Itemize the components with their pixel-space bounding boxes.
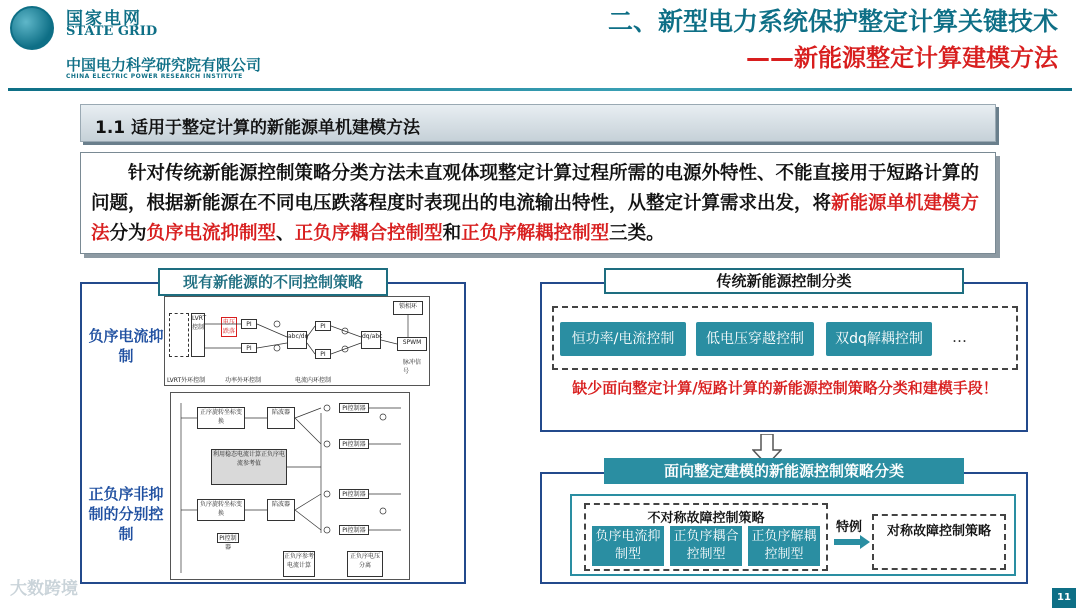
diagram-block: LVRT控制	[191, 313, 205, 357]
more-ellipsis: …	[952, 328, 967, 346]
diagram-block: 陷波器	[267, 499, 295, 521]
asymmetric-fault-title: 不对称故障控制策略	[647, 511, 765, 526]
diagram-block: 锁相环	[393, 301, 423, 315]
intro-text-3: 、	[276, 223, 295, 244]
intro-paragraph	[91, 159, 987, 249]
diagram-block: abc/dq	[287, 331, 307, 349]
chip-pos-neg-coupled: 正负序耦合控制型	[670, 526, 742, 566]
diagram-block: PI控制器	[217, 533, 239, 543]
diagram-block: 利用稳态电流计算正负序电流参考值	[211, 449, 287, 485]
diagram-block: PI	[241, 343, 257, 353]
header-divider	[8, 88, 1072, 91]
chip-lvrt-control: 低电压穿越控制	[696, 322, 814, 356]
control-strategies-tab: 现有新能源的不同控制策略	[158, 268, 388, 296]
diagram-block: 正负序电压分离	[347, 551, 383, 577]
slide-subtitle: ——新能源整定计算建模方法	[746, 44, 1058, 72]
institute-name-en: CHINA ELECTRIC POWER RESEARCH INSTITUTE	[66, 73, 243, 80]
diagram-caption: 功率外环控制	[225, 377, 262, 384]
diagram-block: 电压跌落	[222, 319, 235, 335]
chip-dual-dq-control: 双dq解耦控制	[826, 322, 932, 356]
diagram-wires	[165, 297, 431, 387]
intro-highlight-4: 正负序解耦控制型	[461, 223, 610, 244]
diagram-block: PI	[315, 349, 331, 359]
brand-name-en: STATE GRID	[66, 24, 158, 39]
arrow-right-icon	[832, 534, 872, 550]
diagram-block: PI控制器	[339, 403, 369, 413]
diagram-block: PI	[241, 319, 257, 329]
intro-text-1: 针对传统新能源控制策略分类方法未直观体现整定计算过程所需的电源外特性、不能直接用于短路计算的问题，根据新能源在不同电压跌落程度时表现出的电流输出特性，从整定计算需求出发，将	[91, 163, 980, 214]
label-negative-seq-suppression: 负序电流抑制	[88, 327, 164, 365]
chip-constant-power-current: 恒功率/电流控制	[560, 322, 686, 356]
symmetric-fault-box: 对称故障控制策略	[872, 514, 1006, 570]
diagram-caption: 脉冲信号	[403, 359, 422, 375]
state-grid-logo	[10, 6, 54, 50]
intro-text-2: 分为	[109, 223, 147, 244]
diagram-block: PI控制器	[339, 439, 369, 449]
chip-pos-neg-decoupled: 正负序解耦控制型	[748, 526, 820, 566]
section-title: 1.1 适用于整定计算的新能源单机建模方法	[95, 118, 421, 138]
diagram-block: 陷波器	[267, 407, 295, 429]
gap-statement: 缺少面向整定计算/短路计算的新能源控制策略分类和建模手段！	[572, 379, 998, 397]
diagram-block: PI控制器	[339, 525, 369, 535]
diagram-caption: LVRT外环控制	[167, 377, 206, 384]
diagram-block: 正序旋转坐标变换	[197, 407, 245, 429]
pos-neg-seq-control-diagram	[170, 392, 410, 580]
intro-box	[80, 152, 996, 254]
page-number: 11	[1052, 588, 1076, 608]
diagram-wires	[171, 393, 411, 581]
chip-negative-seq-suppression: 负序电流抑制型	[592, 526, 664, 566]
intro-text-4: 和	[442, 223, 462, 244]
label-pos-neg-separate-control: 正负序非抑制的分别控制	[88, 485, 164, 543]
section-header	[80, 104, 996, 142]
lvrt-control-diagram	[164, 296, 430, 386]
slide-title: 二、新型电力系统保护整定计算关键技术	[607, 7, 1058, 36]
diagram-block: PI控制器	[339, 489, 369, 499]
watermark: 大数跨境	[10, 579, 78, 599]
intro-highlight-2: 负序电流抑制型	[146, 223, 277, 244]
traditional-classification-tab: 传统新能源控制分类	[604, 268, 964, 294]
special-case-label: 特例	[836, 520, 863, 535]
diagram-caption: 电流内环控制	[295, 377, 332, 384]
intro-highlight-3: 正负序耦合控制型	[294, 223, 443, 244]
intro-text-5: 三类。	[609, 223, 665, 244]
diagram-block: 正负序参考电流计算	[283, 551, 315, 577]
new-classification-tab: 面向整定建模的新能源控制策略分类	[604, 458, 964, 484]
brand-name-cn: 国家电网	[66, 9, 142, 29]
institute-name-cn: 中国电力科学研究院有限公司	[66, 56, 262, 74]
diagram-block: 负序旋转坐标变换	[197, 499, 245, 521]
diagram-block: PI	[315, 321, 331, 331]
intro-highlight-1: 新能源单机建模方法	[91, 193, 980, 244]
diagram-block: SPWM	[397, 337, 427, 351]
diagram-block: dq/abc	[361, 331, 381, 349]
